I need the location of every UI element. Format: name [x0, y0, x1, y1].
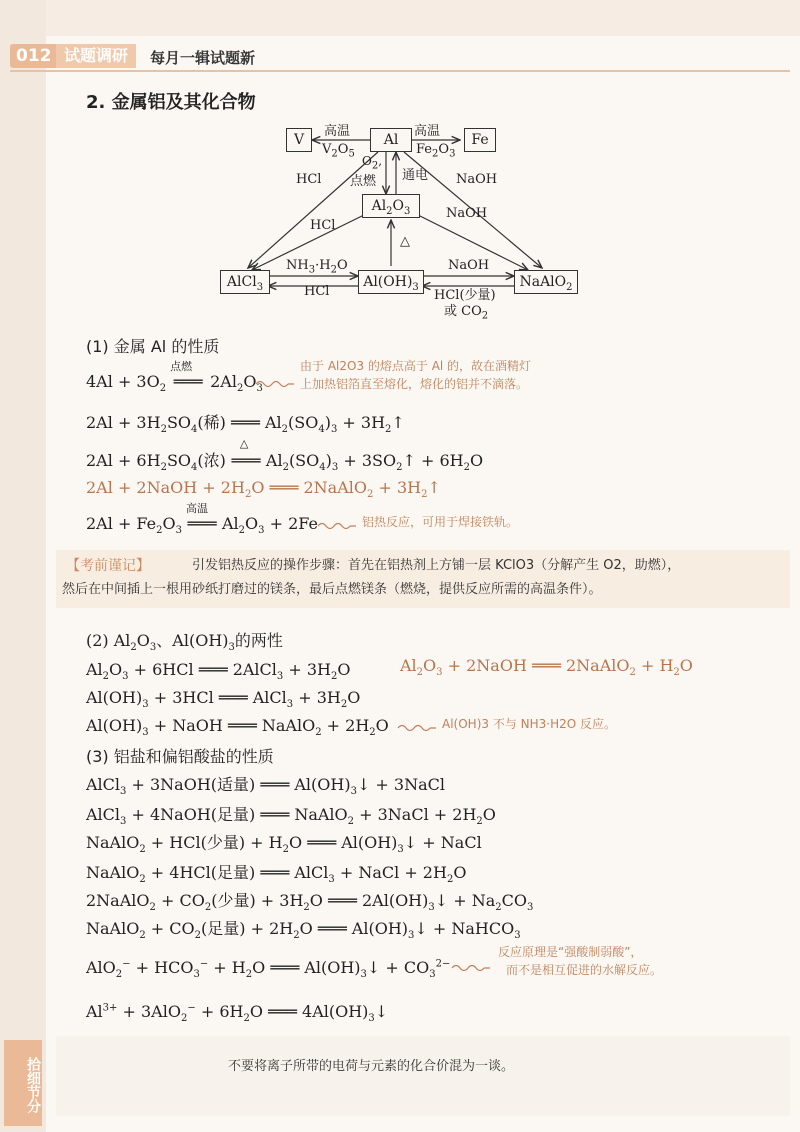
exam-reminder-line1: 引发铝热反应的操作步骤：首先在铝热剂上方铺一层 KClO3（分解产生 O2，助燃），: [192, 558, 681, 573]
header-divider: [10, 70, 790, 72]
exam-reminder-line2: 然后在中间插上一根用砂纸打磨过的镁条，最后点燃镁条（燃烧，提供反应所需的高温条件）。: [62, 582, 602, 597]
label-fe2o3: $Fe_2O_3$: [416, 142, 456, 160]
equation-aloh3-naoh: $Al(OH)_3$ + NaOH ═══ NaAlO$_2$ + $2H_2O$: [86, 716, 389, 739]
equation-naalo2-co2-excess: NaAlO$_2$ + $CO_2$(足量) + $2H_2O$ ═══ $Al(OH)_3↓$ + NaHCO$_3$: [86, 919, 521, 942]
equation-al-o2: $4Al + 3O_2$ 点燃 ═══ $2Al_2O_3$: [86, 360, 263, 395]
node-al: Al: [370, 128, 412, 152]
equation-alo2-hco3: $AlO_2^- + HCO_3^- + H_2O$ ═══ $Al(OH)_3↓ + CO_3^{2-}$: [86, 958, 451, 981]
label-naoh-right: NaOH: [456, 172, 498, 187]
equation-alcl3-naoh-moderate: AlCl$_3$ + 3NaOH(适量) ═══ $Al(OH)_3↓$ + 3NaCl: [86, 775, 445, 798]
equation-naalo2-co2-less: 2NaAlO$_2$ + $CO_2$(少量) + $3H_2O$ ═══ $2Al(OH)_3↓ + Na_2CO_3$: [86, 891, 534, 914]
label-hcl-mid: HCl: [310, 218, 336, 233]
label-fe-condition: 高温: [414, 124, 441, 139]
detail-note-text: 不要将离子所带的电荷与元素的化合价混为一谈。: [228, 1059, 515, 1074]
squiggle-arrow-icon: [396, 722, 440, 734]
equation-thermite: $2Al + Fe_2O_3$ 高温 ═══ $Al_2O_3 + 2Fe$: [86, 502, 318, 537]
detail-side-label: 拾细节分: [4, 1040, 42, 1126]
section-heading: 2. 金属铝及其化合物: [86, 92, 256, 113]
label-electrolysis: 通电: [402, 168, 429, 183]
label-or-co2: 或 $CO_2$: [444, 304, 489, 322]
label-heat: △: [400, 234, 410, 249]
note-strong-acid-1: 反应原理是“强酸制弱酸”，: [498, 945, 643, 959]
label-ignite: 点燃: [350, 174, 377, 189]
part3-title: (3) 铝盐和偏铝酸盐的性质: [86, 747, 274, 766]
label-hcl-left: HCl: [296, 172, 322, 187]
equation-al2o3-hcl: $Al_2O_3 + 6HCl$ ═══ 2AlCl$_3$ + $3H_2O$: [86, 660, 351, 683]
squiggle-arrow-icon: [450, 962, 494, 974]
equation-al-naoh: 2Al + 2NaOH + $2H_2O$ ═══ 2NaAlO$_2$ + $3H_2↑$: [86, 478, 441, 501]
aluminum-reaction-diagram: [210, 120, 590, 320]
note-al2o3-melting-2: 上加热铝箔直至熔化，熔化的铝并不滴落。: [300, 377, 529, 391]
label-v2o5: $V_2O_5$: [322, 142, 355, 160]
node-fe: Fe: [464, 128, 496, 152]
label-o2: $O_2$,: [362, 154, 383, 172]
note-strong-acid-2: 而不是相互促进的水解反应。: [506, 963, 663, 977]
note-aloh3-nh3: Al(OH)3 不与 NH3·H2O 反应。: [442, 717, 617, 731]
header-title: 每月一辑试题新: [150, 49, 256, 67]
squiggle-arrow-icon: [316, 520, 360, 532]
note-thermite: 铝热反应，可用于焊接铁轨。: [362, 515, 519, 529]
equation-alcl3-naoh-excess: AlCl$_3$ + 4NaOH(足量) ═══ NaAlO$_2$ + 3NaCl + $2H_2O$: [86, 805, 496, 828]
label-hcl-bottom: HCl: [304, 284, 330, 299]
label-v-condition: 高温: [324, 124, 351, 139]
label-hcl-less: HCl(少量): [434, 288, 496, 303]
page-number: 012: [10, 44, 58, 68]
part1-title: (1) 金属 Al 的性质: [86, 337, 220, 356]
label-naoh-mid: NaOH: [446, 206, 488, 221]
part2-title: (2) $Al_2O_3$、$Al(OH)_3$的两性: [86, 631, 283, 654]
header-band: [0, 0, 800, 36]
node-alcl3: AlCl$_3$: [220, 270, 270, 294]
left-margin-band: [0, 0, 46, 1132]
node-al2o3: $Al_2O_3$: [362, 194, 420, 218]
label-nh3: $NH_3\cdot H_2O$: [286, 258, 348, 276]
note-al2o3-melting-1: 由于 Al2O3 的熔点高于 Al 的，故在酒精灯: [300, 359, 532, 373]
node-v: V: [286, 128, 312, 152]
equation-al-h2so4-dilute: $2Al + 3H_2SO_4$(稀) ═══ $Al_2(SO_4)_3$ + $3H_2↑$: [86, 413, 405, 436]
equation-aloh3-hcl: $Al(OH)_3 + 3HCl$ ═══ AlCl$_3$ + $3H_2O$: [86, 688, 361, 711]
equation-al-h2so4-conc: $2Al + 6H_2SO_4$(浓) △ ═══ $Al_2(SO_4)_3$ + $3SO_2↑ + 6H_2O$: [86, 437, 484, 474]
label-naoh-bottom: NaOH: [448, 258, 490, 273]
equation-al2o3-naoh: $Al_2O_3$ + 2NaOH ═══ 2NaAlO$_2$ + $H_2O$: [400, 656, 693, 679]
exam-reminder-tag: 【考前谨记】: [66, 558, 150, 574]
equation-al3-alo2: $Al^{3+} + 3AlO_2^- + 6H_2O$ ═══ $4Al(OH)_3↓$: [86, 1002, 389, 1025]
node-naalo2: NaAlO$_2$: [514, 270, 578, 294]
section-tag: 试题调研: [56, 44, 136, 68]
squiggle-arrow-icon: [254, 378, 298, 390]
equation-naalo2-hcl-less: NaAlO$_2$ + HCl(少量) + $H_2O$ ═══ $Al(OH)_3↓$ + NaCl: [86, 833, 482, 856]
node-aloh3: $Al(OH)_3$: [358, 270, 424, 294]
detail-note-box: [56, 1036, 790, 1116]
equation-naalo2-hcl-excess: NaAlO$_2$ + 4HCl(足量) ═══ AlCl$_3$ + NaCl + $2H_2O$: [86, 863, 467, 886]
